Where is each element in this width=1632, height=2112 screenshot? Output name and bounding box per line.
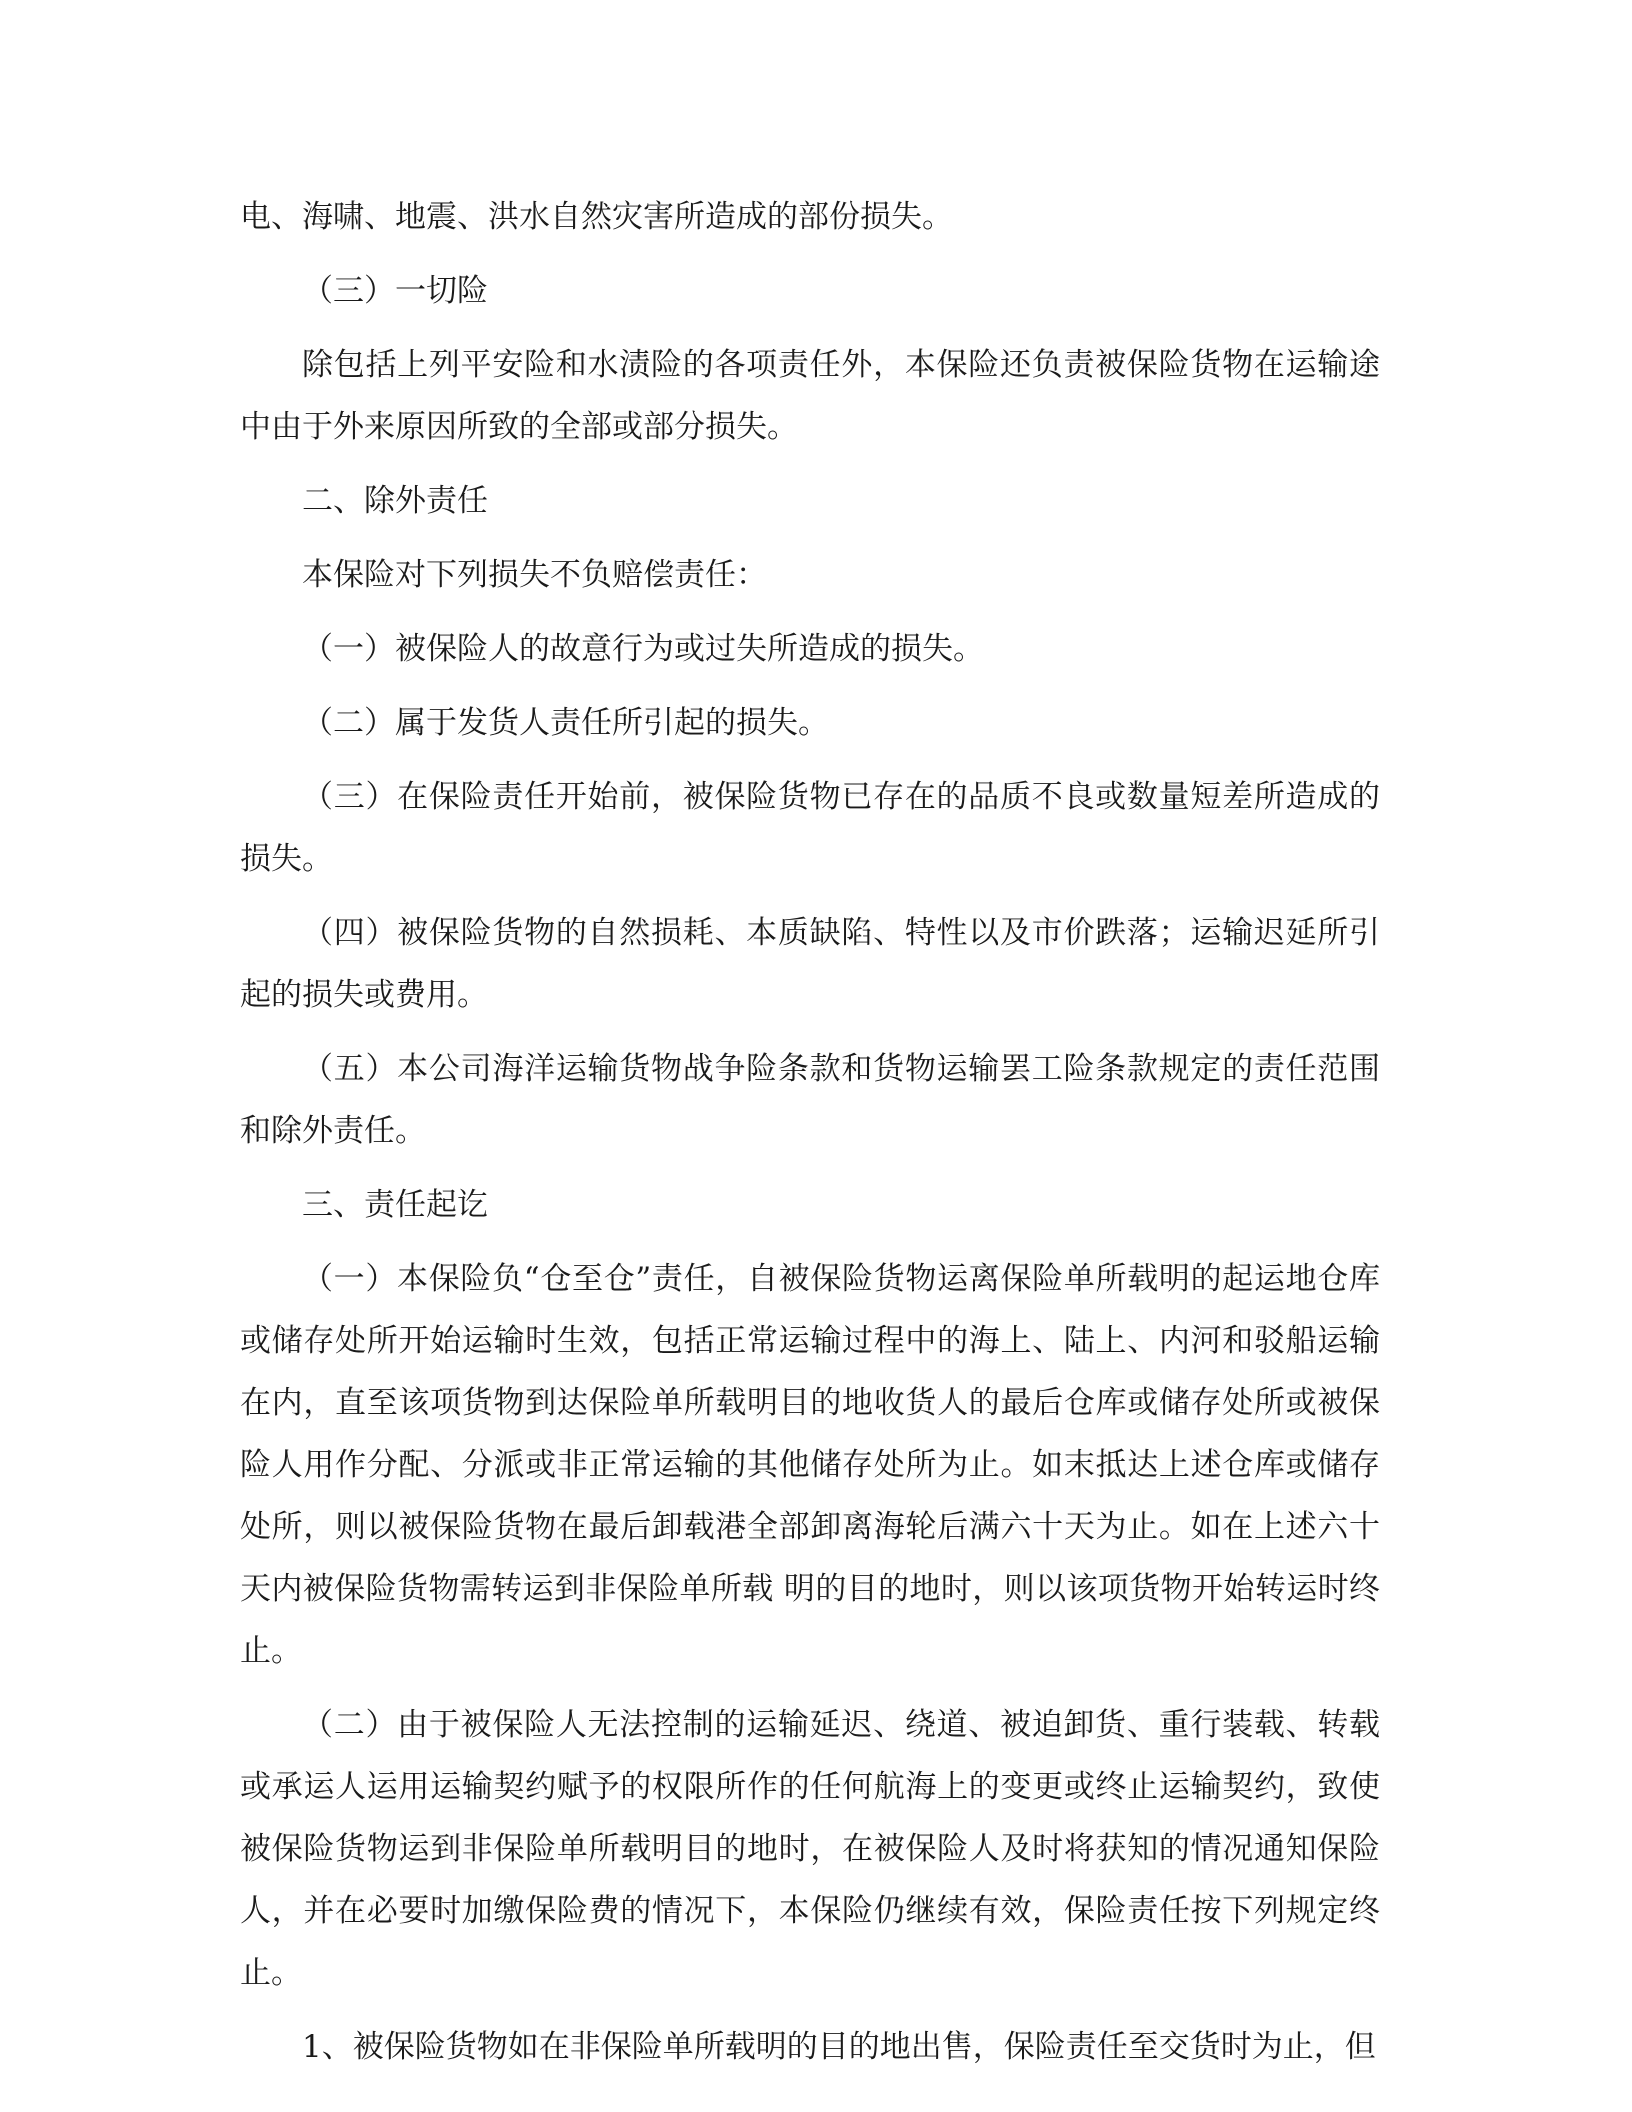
paragraph-7: （二）属于发货人责任所引起的损失。	[302, 705, 829, 741]
paragraph-10: （五）本公司海洋运输货物战争险条款和货物运输罢工险条款规定的责任范围和除外责任。	[240, 1051, 1380, 1149]
paragraph-5: 本保险对下列损失不负赔偿责任：	[302, 557, 767, 593]
section-heading-duration: 三、责任起讫	[302, 1187, 488, 1223]
paragraph-12: （一）本保险负“仓至仓”责任，自被保险货物运离保险单所载明的起运地仓库或储存处所开始运输时生效，包括正常运输过程中的海上、陆上、内河和驳船运输在内，直至该项货物到达保险单所载明目的地收货人的最后仓库或储存处所或被保险人用作分配、分派或非正常运输的其他储存处所为止。如末抵达上述仓库或储存处所，则以被保险货物在最后卸载港全部卸离海轮后满六十天为止。如在上述六十天内被保险货物需转运到非保险单所载 明的目的地时，则以该项货物开始转运时终止。	[240, 1261, 1380, 1669]
paragraph-14: 1、被保险货物如在非保险单所载明的目的地出售，保险责任至交货时为止，但	[302, 2029, 1376, 2065]
paragraph-13: （二）由于被保险人无法控制的运输延迟、绕道、被迫卸货、重行装载、转载或承运人运用运输契约赋予的权限所作的任何航海上的变更或终止运输契约，致使被保险货物运到非保险单所载明目的地时，在被保险人及时将获知的情况通知保险人，并在必要时加缴保险费的情况下，本保险仍继续有效，保险责任按下列规定终止。	[240, 1707, 1380, 1991]
document-body	[240, 186, 1380, 2078]
paragraph-8: （三）在保险责任开始前，被保险货物已存在的品质不良或数量短差所造成的损失。	[240, 779, 1380, 877]
paragraph-1: 电、海啸、地震、洪水自然灾害所造成的部份损失。	[240, 199, 953, 235]
paragraph-6: （一）被保险人的故意行为或过失所造成的损失。	[302, 631, 984, 667]
paragraph-3: 除包括上列平安险和水渍险的各项责任外，本保险还负责被保险货物在运输途中由于外来原因所致的全部或部分损失。	[240, 347, 1380, 445]
paragraph-9: （四）被保险货物的自然损耗、本质缺陷、特性以及市价跌落；运输迟延所引起的损失或费用。	[240, 915, 1380, 1013]
paragraph-2: （三）一切险	[302, 273, 488, 309]
section-heading-exclusions: 二、除外责任	[302, 483, 488, 519]
